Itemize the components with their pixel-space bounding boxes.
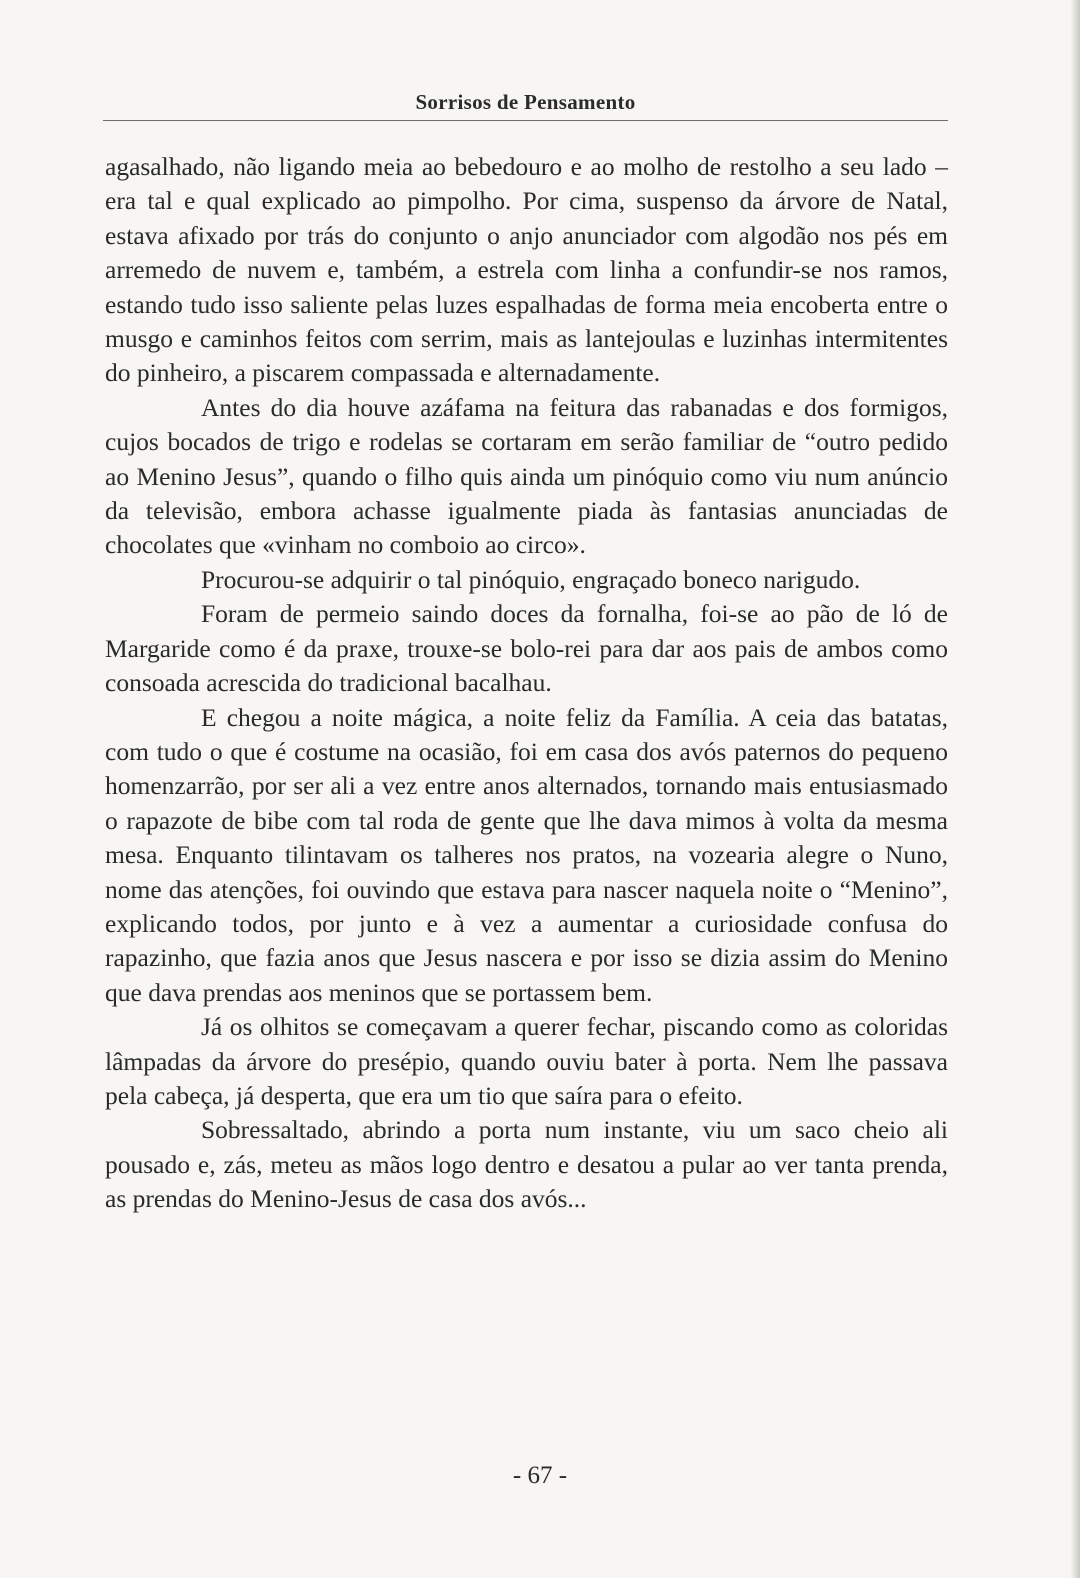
body-text	[105, 150, 948, 1217]
paragraph-2: Antes do dia houve azáfama na feitura das rabanadas e dos formigos, cujos bocados de trigo e rodelas se cortaram em serão familiar de “outro pedido ao Menino Jesus”, quando o filho quis ainda um pinóquio como viu num anúncio da televisão, embora achasse igualmente piada às fantasias anunciadas de chocolates que «vinham no comboio ao circo».	[105, 392, 948, 560]
header-rule	[103, 120, 948, 121]
paragraph-1: agasalhado, não ligando meia ao bebedouro e ao molho de restolho a seu lado – era tal e qual explicado ao pimpolho. Por cima, suspenso da árvore de Natal, estava afixado por trás do conjunto o anjo anunciador com algodão nos pés em arremedo de nuvem e, também, a estrela com linha a confundir-se nos ramos, estando tudo isso saliente pelas luzes espalhadas de forma meia encoberta entre o musgo e caminhos feitos com serrim, mais as lantejoulas e luzinhas intermitentes do pinheiro, a piscarem compassada e alternadamente.	[105, 152, 948, 388]
page-edge-shadow	[1070, 0, 1080, 1578]
paragraph-3: Procurou-se adquirir o tal pinóquio, engraçado boneco narigudo.	[201, 564, 861, 594]
paragraph-6: Já os olhitos se começavam a querer fechar, piscando como as coloridas lâmpadas da árvore do presépio, quando ouviu bater à porta. Nem lhe passava pela cabeça, já desperta, que era um tio que saíra para o efeito.	[105, 1012, 948, 1110]
paragraph-5: E chegou a noite mágica, a noite feliz da Família. A ceia das batatas, com tudo o que é costume na ocasião, foi em casa dos avós paternos do pequeno homenzarrão, por ser ali a vez entre anos alternados, tornando mais entusiasmado o rapazote de bibe com tal roda de gente que lhe dava mimos à volta da mesma mesa. Enquanto tilintavam os talheres nos pratos, na vozearia alegre o Nuno, nome das atenções, foi ouvindo que estava para nascer naquela noite o “Menino”, explicando todos, por junto e à vez a aumentar a curiosidade confusa do rapazinho, que fazia anos que Jesus nascera e por isso se dizia assim do Menino que dava prendas aos meninos que se portassem bem.	[105, 702, 948, 1007]
page-number: - 67 -	[512, 1462, 568, 1489]
running-header-title: Sorrisos de Pensamento	[415, 90, 636, 114]
paragraph-4: Foram de permeio saindo doces da fornalha, foi-se ao pão de ló de Margaride como é da praxe, trouxe-se bolo-rei para dar aos pais de ambos como consoada acrescida do tradicional bacalhau.	[105, 599, 948, 698]
paragraph-7: Sobressaltado, abrindo a porta num instante, viu um saco cheio ali pousado e, zás, meteu as mãos logo dentro e desatou a pular ao ver tanta prenda, as prendas do Menino-Jesus de casa dos avós...	[105, 1115, 948, 1214]
